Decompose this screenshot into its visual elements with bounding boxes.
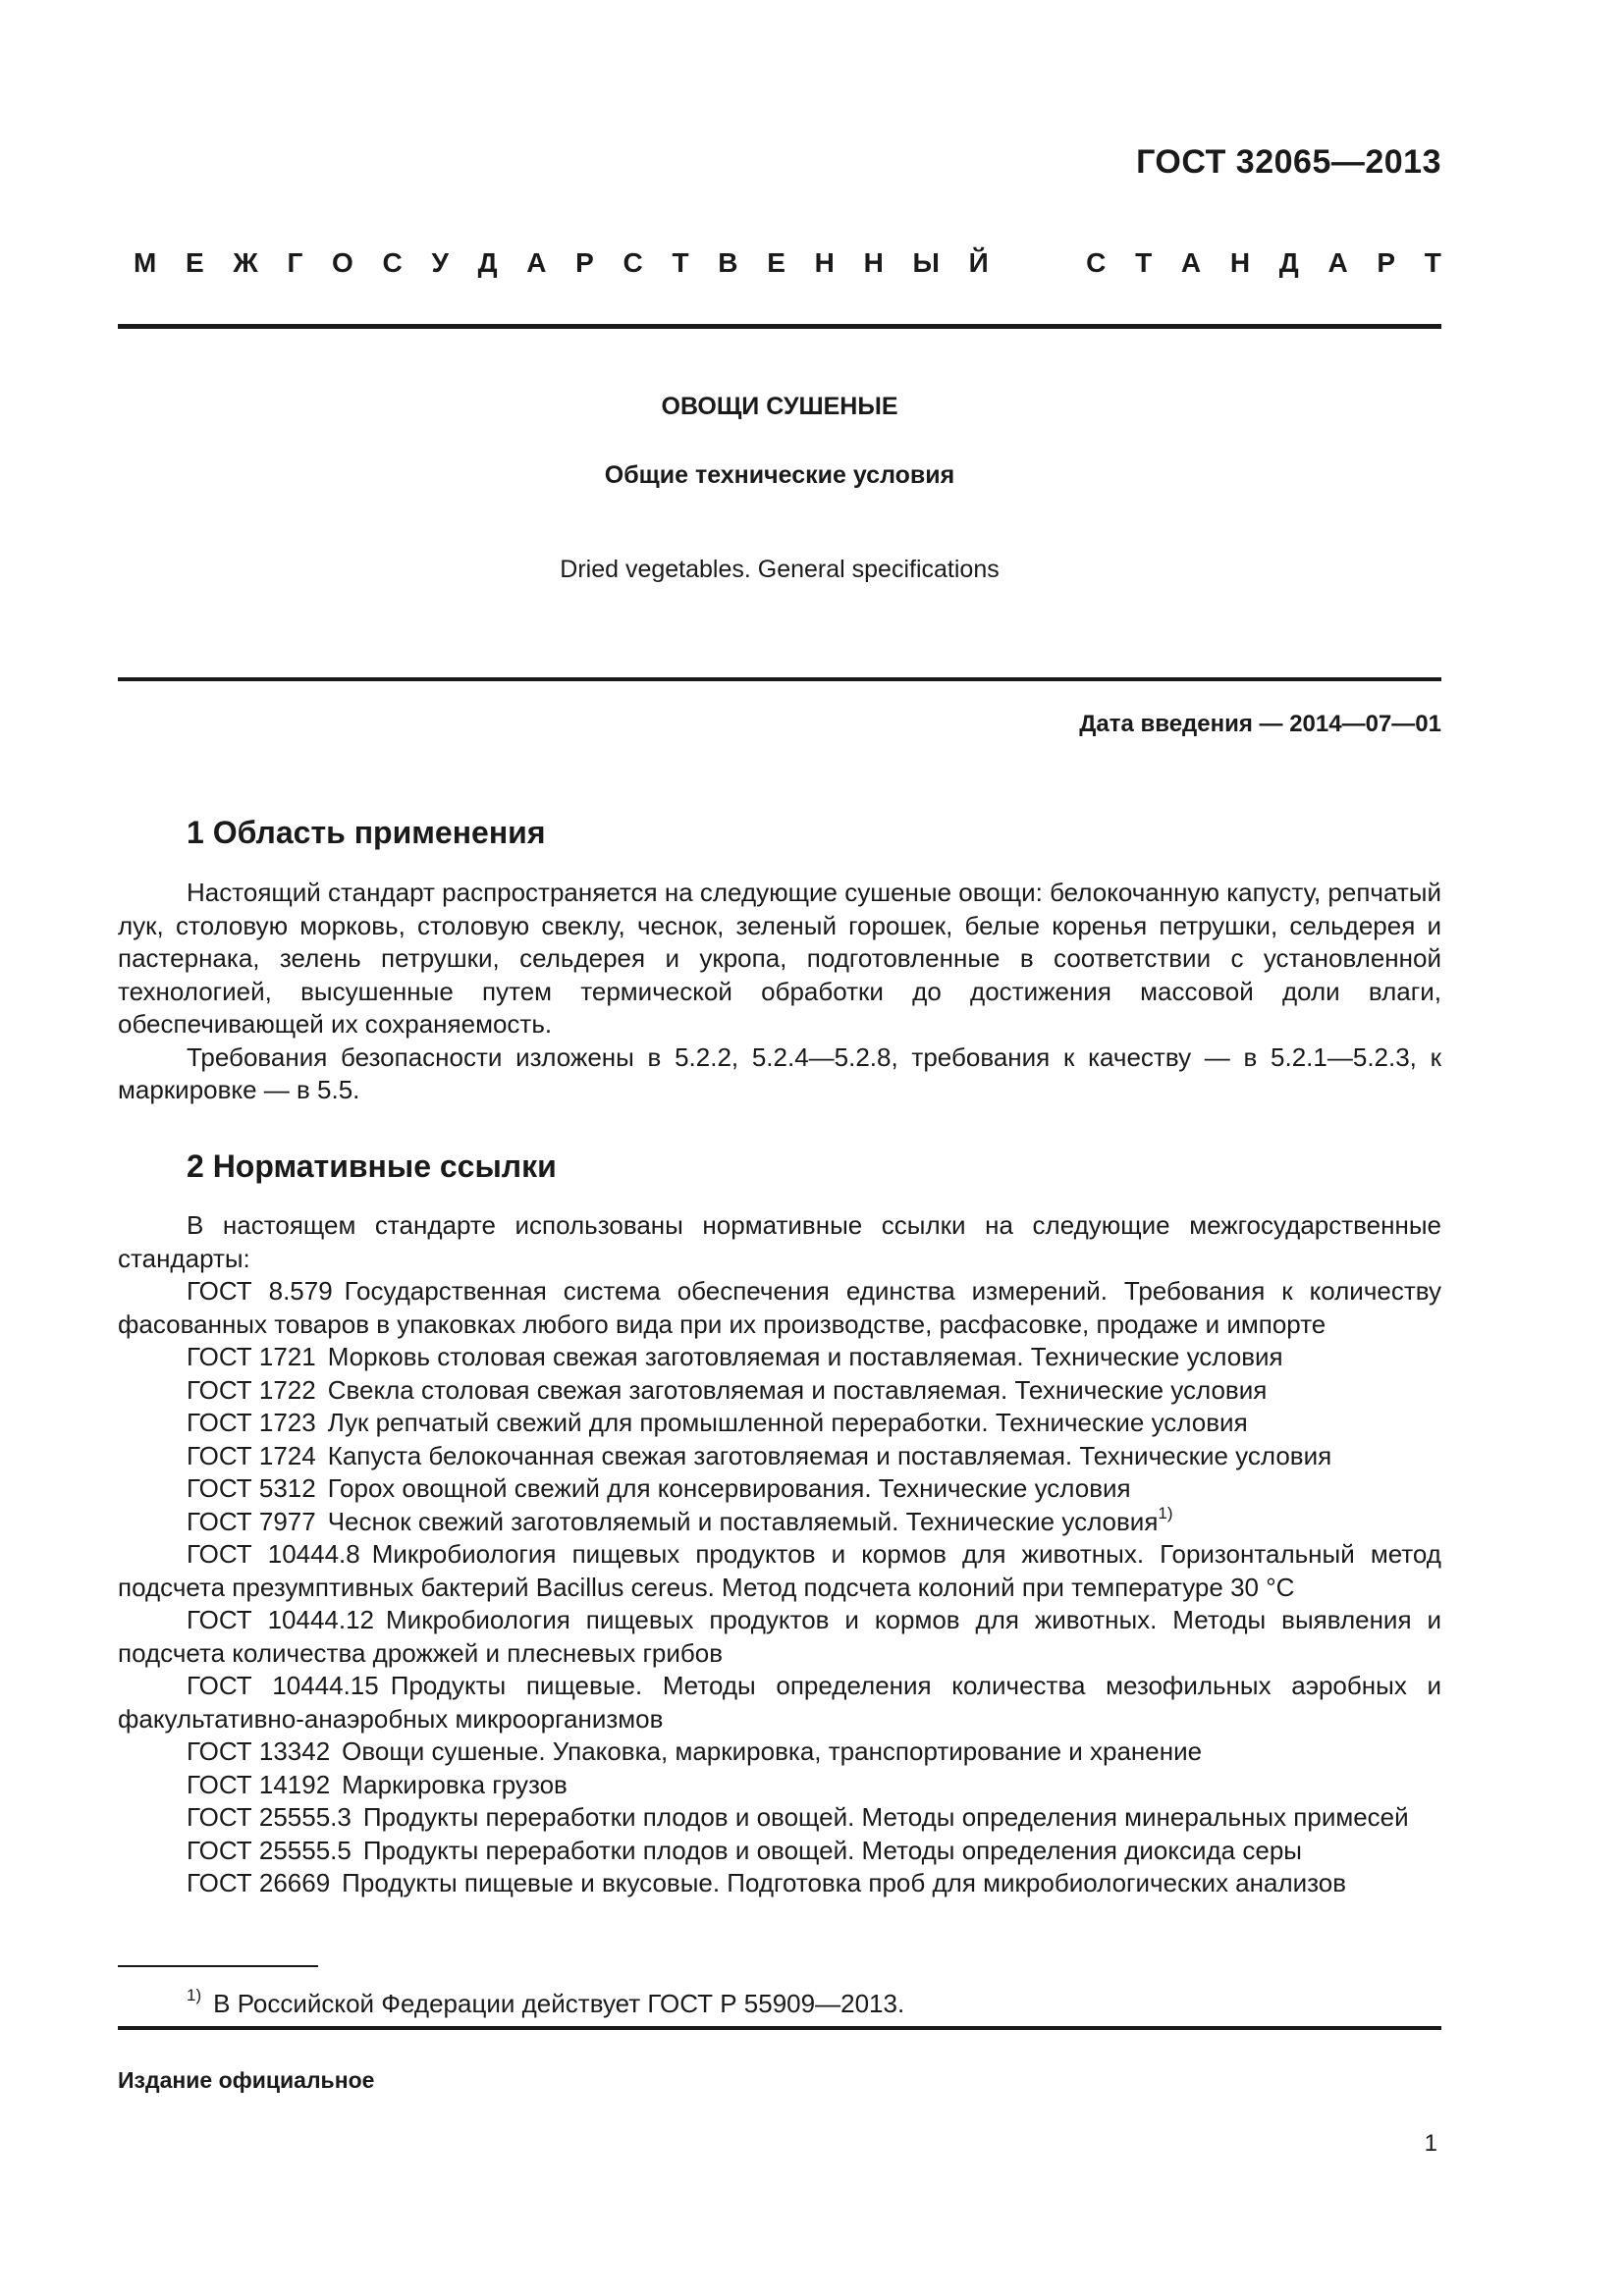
reference-title: Чеснок свежий заготовляемый и поставляемый. Технические условия bbox=[327, 1506, 1159, 1536]
reference-title: Свекла столовая свежая заготовляемая и поставляемая. Технические условия bbox=[327, 1374, 1268, 1405]
reference-code: ГОСТ 10444.15 bbox=[187, 1671, 379, 1700]
banner-letter: Н bbox=[1229, 247, 1251, 278]
reference-entry bbox=[118, 1275, 1441, 1341]
document-number: ГОСТ 32065—2013 bbox=[1136, 143, 1441, 181]
banner-letter: Т bbox=[1135, 247, 1153, 278]
banner-letter: С bbox=[1086, 247, 1107, 278]
reference-entry bbox=[118, 1867, 1441, 1900]
banner-letter: Е bbox=[186, 247, 204, 278]
reference-title: Микробиология пищевых продуктов и кормов для животных. Методы выявления и подсчета количества дрожжей и плесневых грибов bbox=[118, 1605, 1441, 1668]
banner-letter: Н bbox=[814, 247, 835, 278]
title-divider bbox=[118, 677, 1441, 681]
reference-code: ГОСТ 8.579 bbox=[187, 1276, 333, 1306]
document-subtitle: Общие технические условия bbox=[604, 461, 955, 489]
reference-title: Капуста белокочанная свежая заготовляемая и поставляемая. Технические условия bbox=[327, 1440, 1332, 1470]
banner-letter: Й bbox=[968, 247, 989, 278]
reference-title: Продукты пищевые. Методы определения количества мезофильных аэробных и факультативно-анаэробных микроорганизмов bbox=[118, 1671, 1441, 1734]
banner-letter: Д bbox=[1278, 247, 1299, 278]
reference-entry bbox=[118, 1440, 1441, 1473]
banner-letter: А bbox=[526, 247, 547, 278]
reference-entry bbox=[118, 1341, 1441, 1374]
reference-code: ГОСТ 10444.8 bbox=[187, 1539, 360, 1569]
banner-word-gap bbox=[1017, 247, 1056, 279]
banner-letter: Н bbox=[863, 247, 884, 278]
reference-entry bbox=[118, 1769, 1441, 1802]
reference-code: ГОСТ 1723 bbox=[187, 1408, 316, 1437]
banner-letter: Т bbox=[1424, 247, 1441, 278]
footnote-separator bbox=[118, 1965, 318, 1967]
reference-entry bbox=[118, 1604, 1441, 1670]
reference-code: ГОСТ 7977 bbox=[187, 1506, 316, 1536]
reference-code: ГОСТ 5312 bbox=[187, 1473, 316, 1503]
banner-letter: Т bbox=[672, 247, 689, 278]
reference-code: ГОСТ 25555.5 bbox=[187, 1835, 352, 1865]
reference-entry bbox=[118, 1503, 1441, 1539]
paragraph: В настоящем стандарте использованы нормативные ссылки на следующие межгосударственные стандарты: bbox=[118, 1210, 1441, 1273]
reference-entry bbox=[118, 1374, 1441, 1408]
section-2-heading: 2 Нормативные ссылки bbox=[187, 1148, 557, 1184]
reference-entry bbox=[118, 1472, 1441, 1506]
footnote-text: В Российской Федерации действует ГОСТ Р 55909—2013. bbox=[213, 1989, 905, 2018]
banner-letter: А bbox=[1180, 247, 1202, 278]
reference-title: Государственная система обеспечения единства измерений. Требования к количеству фасованных товаров в упаковках любого вида при их производстве, расфасовке, продаже и импорте bbox=[118, 1276, 1441, 1339]
footnote-number: 1) bbox=[187, 1986, 202, 2004]
banner-letter: Д bbox=[477, 247, 498, 278]
banner-letter: У bbox=[431, 247, 449, 278]
banner-letter: С bbox=[623, 247, 643, 278]
banner-letter: Г bbox=[287, 247, 303, 278]
reference-title: Продукты переработки плодов и овощей. Методы определения диоксида серы bbox=[362, 1835, 1302, 1865]
banner-letter: Ж bbox=[233, 247, 258, 278]
reference-entry bbox=[118, 1801, 1441, 1835]
banner-letter: Р bbox=[575, 247, 594, 278]
standard-type-banner bbox=[134, 247, 1441, 279]
reference-entry bbox=[118, 1670, 1441, 1735]
reference-code: ГОСТ 14192 bbox=[187, 1769, 331, 1799]
banner-letter: А bbox=[1327, 247, 1348, 278]
footnote-marker: 1) bbox=[1158, 1503, 1173, 1522]
reference-title: Овощи сушеные. Упаковка, маркировка, транспортирование и хранение bbox=[342, 1736, 1203, 1766]
banner-letter: Е bbox=[767, 247, 785, 278]
reference-code: ГОСТ 1721 bbox=[187, 1342, 316, 1371]
section-1-heading: 1 Область применения bbox=[187, 815, 546, 850]
page-number: 1 bbox=[1424, 2130, 1437, 2157]
reference-entry bbox=[118, 1407, 1441, 1440]
section-1-body bbox=[118, 877, 1441, 1107]
banner-letter: М bbox=[134, 247, 157, 278]
reference-title: Микробиология пищевых продуктов и кормов для животных. Горизонтальный метод подсчета презумптивных бактерий Bacillus cereus. Метод подсчета колоний при температуре 30 °С bbox=[118, 1539, 1441, 1602]
banner-letter: С bbox=[382, 247, 403, 278]
banner-letter: В bbox=[718, 247, 738, 278]
english-title: Dried vegetables. General specifications bbox=[560, 556, 1000, 583]
reference-entry bbox=[118, 1538, 1441, 1604]
banner-letter: О bbox=[332, 247, 353, 278]
reference-entry bbox=[118, 1735, 1441, 1769]
header-divider bbox=[118, 324, 1441, 329]
reference-title: Продукты пищевые и вкусовые. Подготовка проб для микробиологических анализов bbox=[342, 1868, 1347, 1897]
reference-title: Горох овощной свежий для консервирования. Технические условия bbox=[327, 1473, 1131, 1503]
reference-code: ГОСТ 13342 bbox=[187, 1736, 331, 1766]
reference-title: Продукты переработки плодов и овощей. Методы определения минеральных примесей bbox=[362, 1802, 1409, 1832]
edition-label: Издание официальное bbox=[118, 2067, 375, 2093]
reference-title: Лук репчатый свежий для промышленной переработки. Технические условия bbox=[327, 1408, 1248, 1437]
reference-entry bbox=[118, 1835, 1441, 1868]
reference-code: ГОСТ 10444.12 bbox=[187, 1605, 375, 1634]
reference-title: Маркировка грузов bbox=[342, 1769, 568, 1799]
reference-title: Морковь столовая свежая заготовляемая и поставляемая. Технические условия bbox=[327, 1342, 1283, 1371]
banner-letter: Ы bbox=[912, 247, 940, 278]
reference-code: ГОСТ 25555.3 bbox=[187, 1802, 352, 1832]
reference-code: ГОСТ 1724 bbox=[187, 1440, 316, 1470]
document-title: ОВОЩИ СУШЕНЫЕ bbox=[661, 393, 898, 420]
reference-code: ГОСТ 1722 bbox=[187, 1374, 316, 1405]
reference-code: ГОСТ 26669 bbox=[187, 1868, 331, 1897]
introduction-date: Дата введения — 2014—07—01 bbox=[1079, 711, 1441, 737]
footer-divider bbox=[118, 2026, 1441, 2030]
paragraph: Требования безопасности изложены в 5.2.2, 5.2.4—5.2.8, требования к качеству — в 5.2.1—5.2.3, к маркировке — в 5.5. bbox=[118, 1041, 1441, 1104]
section-2-body bbox=[118, 1209, 1441, 1900]
banner-letter: Р bbox=[1377, 247, 1396, 278]
footnote bbox=[187, 1979, 904, 2020]
paragraph: Настоящий стандарт распространяется на следующие сушеные овощи: белокочанную капусту, репчатый лук, столовую морковь, столовую свеклу, чеснок, зеленый горошек, белые коренья петрушки, сельдерея и пастернака, зелень петрушки, сельдерея и укропа, подготовленные в соответствии с установленной технологией, высушенные путем термической обработки до достижения массовой доли влаги, обеспечивающей их сохраняемость. bbox=[118, 878, 1441, 1039]
